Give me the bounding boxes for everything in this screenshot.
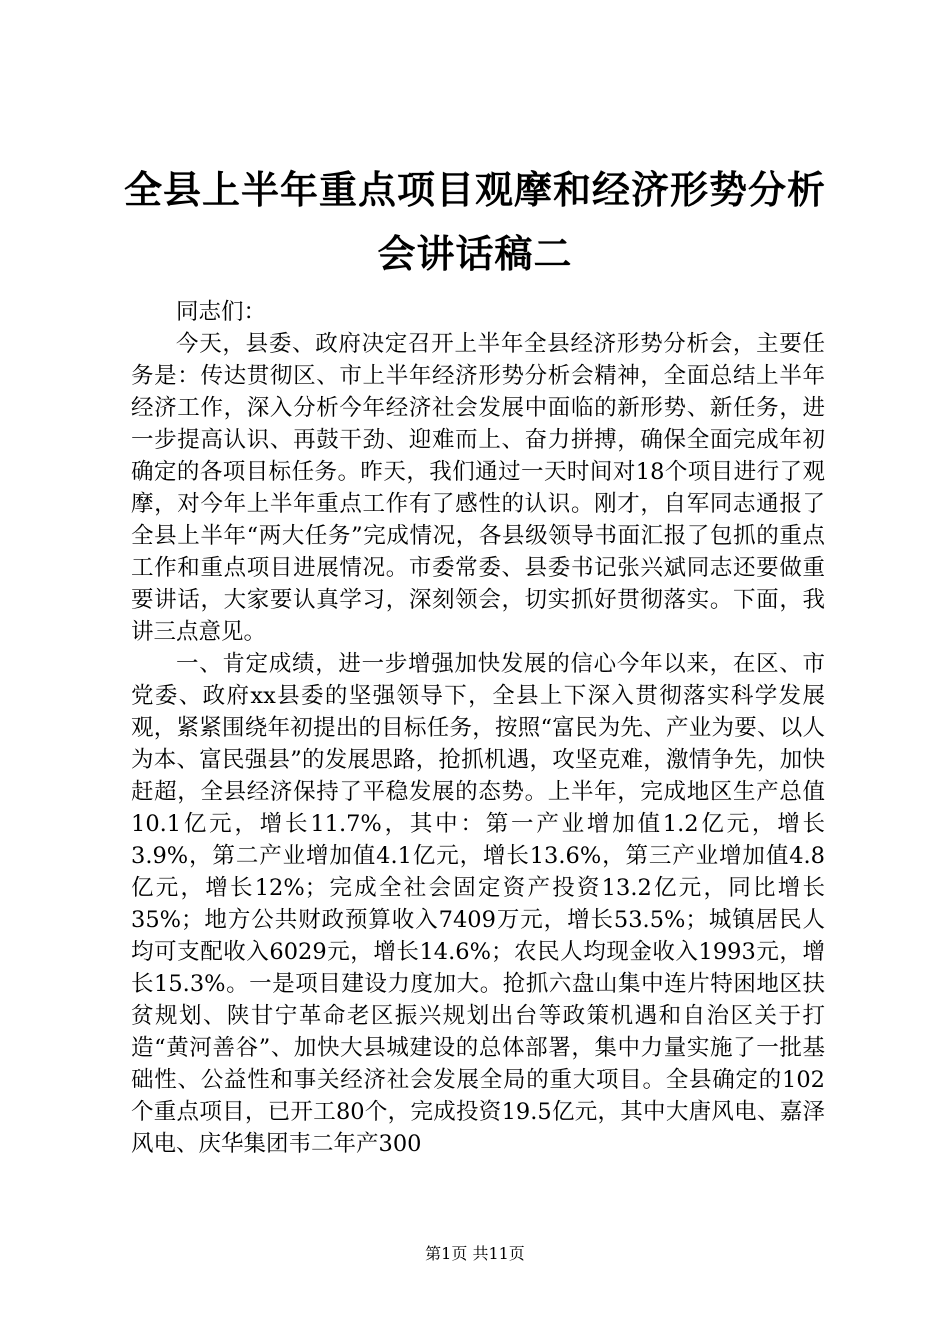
document-title: 全县上半年重点项目观摩和经济形势分析会讲话稿二 <box>123 167 826 276</box>
body-paragraph: 今天，县委、政府决定召开上半年全县经济形势分析会，主要任务是：传达贯彻区、市上半年经济形势分析会精神，全面总结上半年经济工作，深入分析今年经济社会发展中面临的新形势、新任务，进一步提高认识、再鼓干劲、迎难而上、奋力拼搏，确保全面完成年初确定的各项目标任务。昨天，我们通过一天时间对18个项目进行了观摩，对今年上半年重点工作有了感性的认识。刚才，自军同志通报了全县上半年“两大任务”完成情况，各县级领导书面汇报了包抓的重点工作和重点项目进展情况。市委常委、县委书记张兴斌同志还要做重要讲话，大家要认真学习，深刻领会，切实抓好贯彻落实。下面，我讲三点意见。 <box>131 331 825 645</box>
page-number-footer: 第1页 共11页 <box>425 1244 525 1263</box>
salutation: 同志们： <box>176 299 267 325</box>
body-paragraph: 一、肯定成绩，进一步增强加快发展的信心今年以来，在区、市党委、政府xx县委的坚强领导下，全县上下深入贯彻落实科学发展观，紧紧围绕年初提出的目标任务，按照“富民为先、产业为要、以人为本、富民强县”的发展思路，抢抓机遇，攻坚克难，激情争先，加快赶超，全县经济保持了平稳发展的态势。上半年，完成地区生产总值10.1亿元，增长11.7%，其中：第一产业增加值1.2亿元，增长3.9%，第二产业增加值4.1亿元，增长13.6%，第三产业增加值4.8亿元，增长12%；完成全社会固定资产投资13.2亿元，同比增长35%；地方公共财政预算收入7409万元，增长53.5%；城镇居民人均可支配收入6029元，增长14.6%；农民人均现金收入1993元，增长15.3%。一是项目建设力度加大。抢抓六盘山集中连片特困地区扶贫规划、陕甘宁革命老区振兴规划出台等政策机遇和自治区关于打造“黄河善谷”、加快大县城建设的总体部署，集中力量实施了一批基础性、公益性和事关经济社会发展全局的重大项目。全县确定的102个重点项目，已开工80个，完成投资19.5亿元，其中大唐风电、嘉泽风电、庆华集团韦二年产300 <box>131 651 825 1157</box>
document-body <box>131 296 825 1160</box>
